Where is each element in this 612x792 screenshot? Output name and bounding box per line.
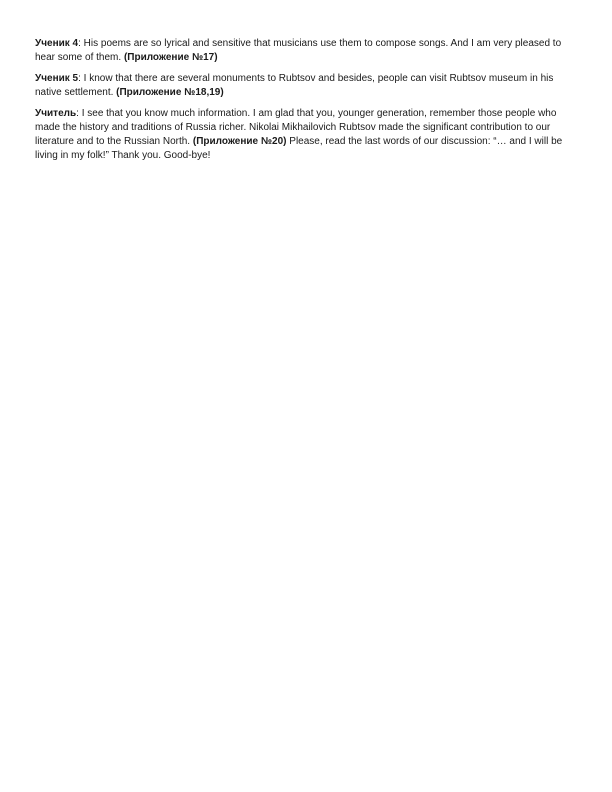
speaker-label: Ученик 5: [35, 73, 79, 84]
paragraph-student-4: [35, 37, 571, 65]
appendix-reference: (Приложение №20): [192, 136, 287, 147]
paragraph-text: : I know that there are several monuments to Rubtsov and besides, people can visit Rubtsov museum in his native settlement.: [35, 73, 554, 98]
paragraph-text: : I see that you know much information. I am glad that you, younger generation, remember those people who made the history and traditions of Russia richer. Nikolai Mikhailovich Rubtsov made the significant contribution to our literature and to the Russian North.: [35, 108, 557, 147]
paragraph-text: : His poems are so lyrical and sensitive that musicians use them to compose songs. And I am very pleased to hear some of them.: [35, 38, 562, 63]
paragraph-teacher: [35, 107, 571, 163]
appendix-reference: (Приложение №18,19): [116, 87, 224, 98]
document-page: [35, 37, 571, 170]
appendix-reference: (Приложение №17): [123, 52, 218, 63]
paragraph-text-after: Please, read the last words of our discussion: “… and I will be living in my folk!” Thank you. Good-bye!: [35, 136, 563, 161]
speaker-label: Учитель: [35, 108, 77, 119]
paragraph-student-5: [35, 72, 571, 100]
speaker-label: Ученик 4: [35, 38, 79, 49]
